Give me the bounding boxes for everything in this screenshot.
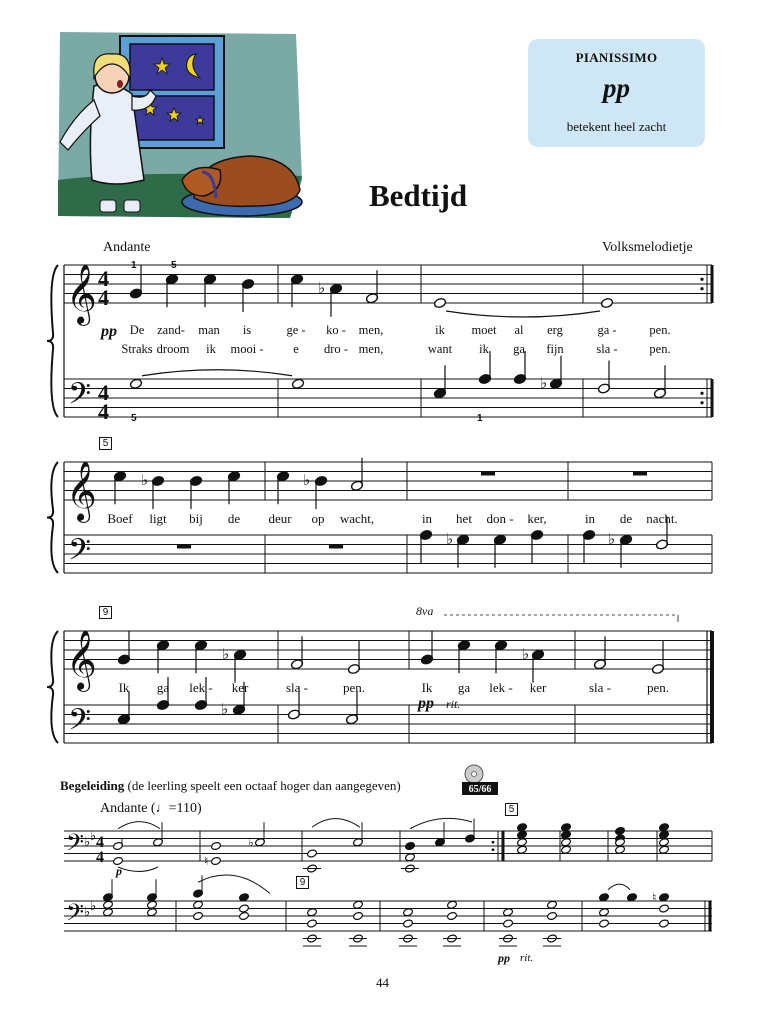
lyric-syllable: lek - <box>489 680 513 695</box>
info-box-dynamic: pp <box>603 73 630 103</box>
key-signature-flat: ♭ <box>90 898 97 913</box>
lyric-syllable: De <box>129 323 145 337</box>
note-head <box>307 919 318 928</box>
note-head <box>353 900 364 909</box>
dynamic-marking: pp <box>498 951 510 965</box>
note-head <box>561 838 572 847</box>
lyric-syllable: ga - <box>597 323 617 337</box>
staff-brace <box>47 265 58 417</box>
lyric-syllable: pen. <box>646 680 670 695</box>
repeat-dot <box>700 401 703 404</box>
lyric-syllable: is <box>242 323 252 337</box>
accompaniment-label: Begeleiding <box>60 778 125 793</box>
dynamic-marking: pp <box>418 695 434 712</box>
note-head <box>503 908 514 917</box>
note-head <box>403 919 414 928</box>
key-signature-flat: ♭ <box>90 828 97 843</box>
flat-sign: ♭ <box>303 473 311 489</box>
whole-rest <box>633 472 647 476</box>
note-head <box>659 904 670 913</box>
note-head <box>659 845 670 854</box>
lyric-syllable: ga <box>156 680 170 695</box>
dynamic-marking: pp <box>101 323 117 340</box>
note-head <box>561 823 572 832</box>
lyric-syllable: ker <box>529 680 547 695</box>
flat-sign: ♭ <box>540 375 548 392</box>
note-head <box>599 908 610 917</box>
lyric-syllable: sla - <box>285 680 309 695</box>
note-head <box>517 823 528 832</box>
tempo-marking: Andante <box>103 240 151 255</box>
note-head <box>103 900 114 909</box>
note-head <box>547 900 558 909</box>
slur <box>118 822 160 829</box>
key-signature-flat: ♭ <box>84 834 91 849</box>
note-head <box>405 853 416 862</box>
note-head <box>517 830 528 839</box>
lyric-syllable: wacht, <box>339 511 375 526</box>
note-head <box>433 297 446 308</box>
note-head <box>517 845 528 854</box>
measure-number: 5 <box>505 803 518 816</box>
lyric-syllable: ik <box>479 342 489 356</box>
accompaniment-tempo: Andante (♩=110) <box>100 800 202 816</box>
time-signature-top: 4 <box>98 380 109 405</box>
lyric-syllable: moet <box>471 323 497 337</box>
measure-number: 5 <box>99 437 112 450</box>
treble-clef-icon: 𝄞 <box>66 266 97 323</box>
lyric-syllable: in <box>421 511 433 526</box>
flat-sign: ♭ <box>222 646 230 663</box>
lyric-syllable: zand- <box>157 323 185 337</box>
lyric-syllable: Ik <box>421 680 433 695</box>
info-box-title: PIANISSIMO <box>575 50 658 65</box>
staff-brace <box>47 462 58 573</box>
lyric-syllable: dro - <box>324 342 348 356</box>
repeat-dot <box>492 841 495 844</box>
quarter-note-icon: ♩ <box>155 800 169 815</box>
lyric-syllable: fijn <box>546 342 564 356</box>
lyric-syllable: de <box>619 511 633 526</box>
bass-clef-icon: 𝄢 <box>68 533 92 574</box>
dynamic-marking: p <box>116 864 122 878</box>
note-head <box>547 911 558 920</box>
note-head <box>307 849 318 858</box>
lyric-syllable: ker <box>231 680 249 695</box>
slur <box>312 819 360 828</box>
lyric-syllable: e <box>293 342 299 356</box>
lyric-syllable: Ik <box>118 680 130 695</box>
lyric-syllable: het <box>456 511 472 526</box>
lyric-syllable: sla - <box>588 680 612 695</box>
repeat-dot <box>700 392 703 395</box>
note-head <box>193 900 204 909</box>
note-head <box>239 911 250 920</box>
lyric-syllable: sla - <box>596 342 618 356</box>
lyric-syllable: droom <box>156 342 190 356</box>
flat-sign: ♭ <box>221 701 229 718</box>
repeat-dot <box>492 848 495 851</box>
note-head <box>517 838 528 847</box>
lyric-syllable: pen. <box>342 680 366 695</box>
lyric-syllable: don - <box>486 511 514 526</box>
lyric-syllable: men, <box>358 323 384 337</box>
accompaniment-heading <box>60 778 401 794</box>
ritardando-marking: rit. <box>520 952 534 964</box>
treble-clef-icon: 𝄞 <box>66 632 97 689</box>
lyric-syllable: ligt <box>149 511 167 526</box>
note-head <box>239 893 250 902</box>
bass-clef-icon: 𝄢 <box>68 377 92 418</box>
flat-sign: ♭ <box>248 835 254 850</box>
lyric-syllable: deur <box>268 511 292 526</box>
note-head <box>659 830 670 839</box>
lyric-syllable: mooi - <box>230 342 264 356</box>
repeat-dot <box>700 278 703 281</box>
note-head <box>561 845 572 854</box>
note-head <box>615 826 626 835</box>
lyric-syllable: Boef <box>107 511 133 526</box>
note-head <box>353 911 364 920</box>
whole-rest <box>177 545 191 549</box>
lyric-syllable: al <box>514 323 524 337</box>
lyric-syllable: ko - <box>326 323 346 337</box>
note-head <box>659 919 670 928</box>
lyric-syllable: ga <box>513 342 525 356</box>
flat-sign: ♭ <box>608 531 616 548</box>
note-head <box>561 830 572 839</box>
note-head <box>307 908 318 917</box>
flat-sign: ♭ <box>446 531 454 548</box>
lyric-syllable: de <box>227 511 241 526</box>
note-head <box>211 856 222 865</box>
time-signature-top: 4 <box>96 834 104 851</box>
note-head <box>291 378 304 389</box>
time-signature-top: 4 <box>98 266 109 291</box>
slur <box>118 867 158 872</box>
fingering-number: 5 <box>131 413 137 424</box>
lyric-syllable: lek - <box>189 680 213 695</box>
flat-sign: ♭ <box>318 280 326 297</box>
fingering-number: 1 <box>131 260 137 271</box>
measure-number: 9 <box>99 606 112 619</box>
ritardando-marking: rit. <box>446 697 461 711</box>
fingering-number: 5 <box>171 260 177 271</box>
note-head <box>600 297 613 308</box>
whole-rest <box>481 472 495 476</box>
bass-clef-icon: 𝄢 <box>68 703 92 744</box>
lyric-syllable: Straks <box>121 342 153 356</box>
note-head <box>103 908 114 917</box>
note-head <box>129 378 142 389</box>
note-head <box>403 908 414 917</box>
note-head <box>211 841 222 850</box>
treble-clef-icon: 𝄞 <box>66 463 97 520</box>
note-head <box>659 893 670 902</box>
audio-track-number: 65/66 <box>468 784 492 795</box>
lyric-syllable: ik <box>435 323 445 337</box>
note-head <box>405 841 416 850</box>
time-signature-bottom: 4 <box>96 849 104 866</box>
page-number: 44 <box>376 975 389 990</box>
note-head <box>503 919 514 928</box>
lyric-syllable: nacht. <box>646 511 678 526</box>
lyric-syllable: bij <box>189 511 203 526</box>
lyric-syllable: ker, <box>527 511 547 526</box>
note-head <box>447 911 458 920</box>
note-head <box>659 823 670 832</box>
note-head <box>147 900 158 909</box>
composer-credit: Volksmelodietje <box>602 240 693 255</box>
tie <box>608 884 630 890</box>
lyric-syllable: in <box>584 511 596 526</box>
measure-number: 9 <box>296 876 309 889</box>
natural-sign: ♮ <box>652 890 657 905</box>
slur <box>410 818 472 828</box>
note-head <box>599 919 610 928</box>
whole-rest <box>329 545 343 549</box>
lyric-syllable: ik <box>206 342 216 356</box>
lyric-syllable: men, <box>358 342 384 356</box>
time-signature-bottom: 4 <box>98 399 109 424</box>
piece-title: Bedtijd <box>369 178 468 213</box>
note-head <box>599 893 610 902</box>
note-head <box>447 900 458 909</box>
bass-clef-icon: 𝄢 <box>66 830 85 862</box>
slur <box>198 875 270 893</box>
staff-brace <box>47 631 58 743</box>
lyric-syllable: ge - <box>286 323 306 337</box>
note-head <box>627 893 638 902</box>
repeat-dot <box>700 287 703 290</box>
note-head <box>239 904 250 913</box>
natural-sign: ♮ <box>204 854 209 868</box>
note-head <box>147 908 158 917</box>
note-head <box>615 845 626 854</box>
info-box-meaning: betekent heel zacht <box>566 119 667 134</box>
fingering-number: 1 <box>477 413 483 424</box>
flat-sign: ♭ <box>141 473 149 489</box>
audio-track-badge <box>460 762 500 796</box>
tie <box>446 311 600 317</box>
accompaniment-note: (de leerling speelt een octaaf hoger dan aangegeven) <box>127 778 401 793</box>
lyric-syllable: ga <box>457 680 471 695</box>
key-signature-flat: ♭ <box>84 904 91 919</box>
lyric-syllable: erg <box>547 323 563 337</box>
bass-clef-icon: 𝄢 <box>66 900 85 932</box>
lyric-syllable: pen. <box>649 342 671 356</box>
note-head <box>659 838 670 847</box>
tie <box>142 370 292 376</box>
flat-sign: ♭ <box>522 646 530 663</box>
lyric-syllable: want <box>427 342 453 356</box>
ottava-marking: 8va <box>416 604 434 618</box>
lyric-syllable: op <box>311 511 325 526</box>
lyric-syllable: pen. <box>649 323 671 337</box>
time-signature-bottom: 4 <box>98 285 109 310</box>
note-head <box>193 911 204 920</box>
lyric-syllable: man <box>198 323 220 337</box>
